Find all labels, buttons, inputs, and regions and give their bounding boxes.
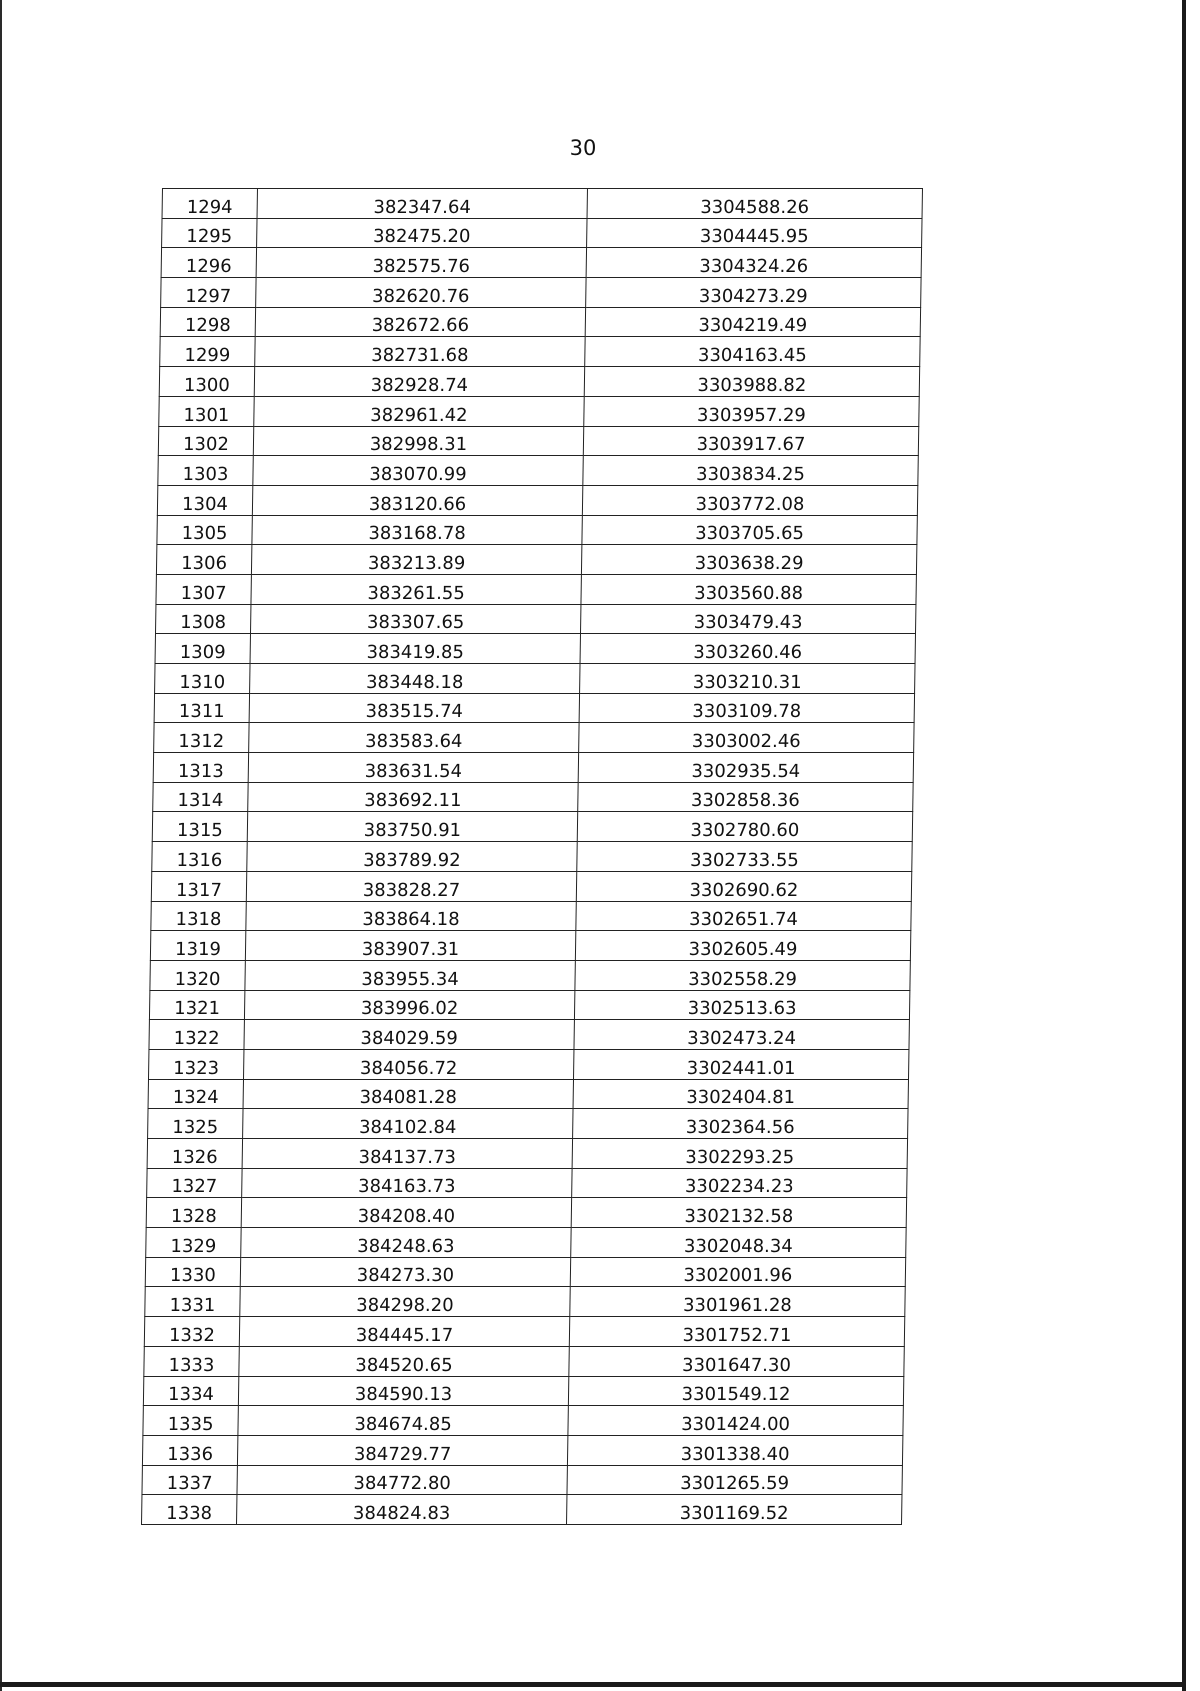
x-coordinate-cell: 384056.72 bbox=[244, 1049, 574, 1079]
y-coordinate-cell: 3303638.29 bbox=[581, 545, 916, 575]
point-cell: 1303 bbox=[158, 456, 253, 486]
point-cell: 1310 bbox=[155, 664, 250, 694]
point-cell: 1309 bbox=[155, 634, 250, 664]
table-row bbox=[143, 1406, 903, 1436]
scan-border-left bbox=[0, 0, 2, 1691]
table-row bbox=[159, 396, 919, 426]
point-cell: 1338 bbox=[142, 1495, 237, 1525]
point-cell: 1331 bbox=[145, 1287, 240, 1317]
table-row bbox=[142, 1495, 902, 1525]
x-coordinate-cell: 384029.59 bbox=[244, 1020, 574, 1050]
point-cell: 1296 bbox=[161, 248, 256, 278]
y-coordinate-cell: 3302690.62 bbox=[576, 871, 911, 901]
x-coordinate-cell: 383996.02 bbox=[244, 990, 574, 1020]
table-row bbox=[149, 990, 909, 1020]
table-row bbox=[161, 248, 921, 278]
point-cell: 1337 bbox=[142, 1465, 237, 1495]
y-coordinate-cell: 3301752.71 bbox=[569, 1317, 904, 1347]
table-row bbox=[145, 1287, 905, 1317]
y-coordinate-cell: 3302513.63 bbox=[574, 990, 909, 1020]
point-cell: 1323 bbox=[149, 1049, 244, 1079]
point-cell: 1297 bbox=[161, 278, 256, 308]
table-row bbox=[160, 337, 920, 367]
y-coordinate-cell: 3302048.34 bbox=[571, 1228, 906, 1258]
point-cell: 1307 bbox=[156, 574, 251, 604]
table-row bbox=[146, 1228, 906, 1258]
coordinate-table-body bbox=[142, 189, 923, 1525]
point-cell: 1299 bbox=[160, 337, 255, 367]
table-row bbox=[144, 1317, 904, 1347]
x-coordinate-cell: 383789.92 bbox=[247, 842, 577, 872]
x-coordinate-cell: 382961.42 bbox=[254, 396, 584, 426]
y-coordinate-cell: 3304273.29 bbox=[586, 278, 921, 308]
point-cell: 1315 bbox=[152, 812, 247, 842]
y-coordinate-cell: 3302733.55 bbox=[577, 842, 912, 872]
y-coordinate-cell: 3302441.01 bbox=[574, 1049, 909, 1079]
table-row bbox=[158, 426, 918, 456]
x-coordinate-cell: 383070.99 bbox=[253, 456, 583, 486]
point-cell: 1300 bbox=[159, 367, 254, 397]
point-cell: 1329 bbox=[146, 1228, 241, 1258]
x-coordinate-cell: 384772.80 bbox=[237, 1465, 567, 1495]
x-coordinate-cell: 383692.11 bbox=[248, 782, 578, 812]
x-coordinate-cell: 383583.64 bbox=[249, 723, 579, 753]
table-row bbox=[149, 1020, 909, 1050]
x-coordinate-cell: 384273.30 bbox=[240, 1257, 570, 1287]
y-coordinate-cell: 3303705.65 bbox=[582, 515, 917, 545]
table-row bbox=[148, 1109, 908, 1139]
point-cell: 1308 bbox=[155, 604, 250, 634]
y-coordinate-cell: 3301549.12 bbox=[568, 1376, 903, 1406]
x-coordinate-cell: 382672.66 bbox=[255, 307, 585, 337]
coordinate-table bbox=[141, 188, 923, 1525]
y-coordinate-cell: 3303260.46 bbox=[580, 634, 915, 664]
point-cell: 1335 bbox=[143, 1406, 238, 1436]
point-cell: 1302 bbox=[158, 426, 253, 456]
point-cell: 1317 bbox=[151, 871, 246, 901]
x-coordinate-cell: 383307.65 bbox=[250, 604, 580, 634]
x-coordinate-cell: 384590.13 bbox=[238, 1376, 568, 1406]
x-coordinate-cell: 382475.20 bbox=[257, 218, 587, 248]
table-row bbox=[144, 1346, 904, 1376]
point-cell: 1324 bbox=[148, 1079, 243, 1109]
table-row bbox=[158, 456, 918, 486]
point-cell: 1326 bbox=[147, 1139, 242, 1169]
table-row bbox=[148, 1079, 908, 1109]
table-row bbox=[151, 871, 911, 901]
table-row bbox=[149, 1049, 909, 1079]
point-cell: 1312 bbox=[154, 723, 249, 753]
point-cell: 1306 bbox=[156, 545, 251, 575]
table-row bbox=[147, 1168, 907, 1198]
table-row bbox=[147, 1139, 907, 1169]
table-row bbox=[146, 1198, 906, 1228]
table-row bbox=[161, 278, 921, 308]
y-coordinate-cell: 3304324.26 bbox=[586, 248, 921, 278]
x-coordinate-cell: 382998.31 bbox=[253, 426, 583, 456]
x-coordinate-cell: 382347.64 bbox=[257, 189, 587, 219]
table-row bbox=[160, 307, 920, 337]
point-cell: 1316 bbox=[152, 842, 247, 872]
x-coordinate-cell: 382620.76 bbox=[256, 278, 586, 308]
x-coordinate-cell: 384674.85 bbox=[238, 1406, 568, 1436]
y-coordinate-cell: 3301265.59 bbox=[567, 1465, 902, 1495]
y-coordinate-cell: 3303988.82 bbox=[584, 367, 919, 397]
y-coordinate-cell: 3304163.45 bbox=[585, 337, 920, 367]
x-coordinate-cell: 384163.73 bbox=[242, 1168, 572, 1198]
point-cell: 1327 bbox=[147, 1168, 242, 1198]
table-row bbox=[151, 901, 911, 931]
point-cell: 1304 bbox=[157, 485, 252, 515]
table-row bbox=[162, 218, 922, 248]
x-coordinate-cell: 383631.54 bbox=[248, 753, 578, 783]
x-coordinate-cell: 383120.66 bbox=[252, 485, 582, 515]
x-coordinate-cell: 382731.68 bbox=[255, 337, 585, 367]
scan-border-right bbox=[1182, 0, 1186, 1691]
table-row bbox=[152, 842, 912, 872]
x-coordinate-cell: 383261.55 bbox=[251, 574, 581, 604]
table-row bbox=[153, 753, 913, 783]
table-row bbox=[150, 931, 910, 961]
point-cell: 1319 bbox=[150, 931, 245, 961]
point-cell: 1318 bbox=[151, 901, 246, 931]
table-row bbox=[154, 693, 914, 723]
point-cell: 1325 bbox=[148, 1109, 243, 1139]
table-row bbox=[153, 782, 913, 812]
y-coordinate-cell: 3303479.43 bbox=[580, 604, 915, 634]
x-coordinate-cell: 383955.34 bbox=[245, 960, 575, 990]
x-coordinate-cell: 383515.74 bbox=[249, 693, 579, 723]
y-coordinate-cell: 3301647.30 bbox=[569, 1346, 904, 1376]
y-coordinate-cell: 3303917.67 bbox=[583, 426, 918, 456]
y-coordinate-cell: 3304445.95 bbox=[587, 218, 922, 248]
point-cell: 1330 bbox=[145, 1257, 240, 1287]
x-coordinate-cell: 384137.73 bbox=[242, 1139, 572, 1169]
x-coordinate-cell: 383907.31 bbox=[245, 931, 575, 961]
x-coordinate-cell: 382928.74 bbox=[254, 367, 584, 397]
point-cell: 1311 bbox=[154, 693, 249, 723]
point-cell: 1322 bbox=[149, 1020, 244, 1050]
x-coordinate-cell: 383750.91 bbox=[247, 812, 577, 842]
y-coordinate-cell: 3302858.36 bbox=[578, 782, 913, 812]
table-row bbox=[145, 1257, 905, 1287]
y-coordinate-cell: 3303109.78 bbox=[579, 693, 914, 723]
y-coordinate-cell: 3302293.25 bbox=[572, 1139, 907, 1169]
point-cell: 1334 bbox=[143, 1376, 238, 1406]
table-row bbox=[155, 664, 915, 694]
x-coordinate-cell: 383448.18 bbox=[250, 664, 580, 694]
point-cell: 1321 bbox=[149, 990, 244, 1020]
table-row bbox=[152, 812, 912, 842]
y-coordinate-cell: 3301169.52 bbox=[567, 1495, 902, 1525]
point-cell: 1294 bbox=[162, 189, 257, 219]
y-coordinate-cell: 3302651.74 bbox=[576, 901, 911, 931]
y-coordinate-cell: 3302404.81 bbox=[573, 1079, 908, 1109]
x-coordinate-cell: 383168.78 bbox=[252, 515, 582, 545]
point-cell: 1336 bbox=[142, 1435, 237, 1465]
y-coordinate-cell: 3303002.46 bbox=[579, 723, 914, 753]
table-row bbox=[150, 960, 910, 990]
point-cell: 1332 bbox=[144, 1317, 239, 1347]
y-coordinate-cell: 3302001.96 bbox=[570, 1257, 905, 1287]
page-number: 30 bbox=[569, 136, 597, 160]
table-row bbox=[157, 485, 917, 515]
point-cell: 1298 bbox=[160, 307, 255, 337]
y-coordinate-cell: 3301961.28 bbox=[570, 1287, 905, 1317]
y-coordinate-cell: 3303957.29 bbox=[584, 396, 919, 426]
x-coordinate-cell: 383828.27 bbox=[246, 871, 576, 901]
x-coordinate-cell: 382575.76 bbox=[256, 248, 586, 278]
x-coordinate-cell: 384248.63 bbox=[241, 1228, 571, 1258]
table-row bbox=[142, 1465, 902, 1495]
y-coordinate-cell: 3302780.60 bbox=[577, 812, 912, 842]
table-row bbox=[162, 189, 922, 219]
table-row bbox=[142, 1435, 902, 1465]
x-coordinate-cell: 384102.84 bbox=[243, 1109, 573, 1139]
x-coordinate-cell: 383213.89 bbox=[251, 545, 581, 575]
table-row bbox=[143, 1376, 903, 1406]
x-coordinate-cell: 383864.18 bbox=[246, 901, 576, 931]
point-cell: 1305 bbox=[157, 515, 252, 545]
table-row bbox=[156, 574, 916, 604]
point-cell: 1333 bbox=[144, 1346, 239, 1376]
y-coordinate-cell: 3302234.23 bbox=[572, 1168, 907, 1198]
x-coordinate-cell: 384520.65 bbox=[239, 1346, 569, 1376]
y-coordinate-cell: 3302558.29 bbox=[575, 960, 910, 990]
y-coordinate-cell: 3303210.31 bbox=[580, 664, 915, 694]
scan-border-bottom bbox=[0, 1682, 1186, 1687]
table-row bbox=[159, 367, 919, 397]
x-coordinate-cell: 383419.85 bbox=[250, 634, 580, 664]
point-cell: 1314 bbox=[153, 782, 248, 812]
y-coordinate-cell: 3303772.08 bbox=[582, 485, 917, 515]
y-coordinate-cell: 3302364.56 bbox=[573, 1109, 908, 1139]
y-coordinate-cell: 3302605.49 bbox=[575, 931, 910, 961]
y-coordinate-cell: 3304588.26 bbox=[587, 189, 922, 219]
x-coordinate-cell: 384081.28 bbox=[243, 1079, 573, 1109]
point-cell: 1313 bbox=[153, 753, 248, 783]
point-cell: 1301 bbox=[159, 396, 254, 426]
y-coordinate-cell: 3302132.58 bbox=[571, 1198, 906, 1228]
table-row bbox=[156, 545, 916, 575]
y-coordinate-cell: 3301424.00 bbox=[568, 1406, 903, 1436]
table-row bbox=[155, 604, 915, 634]
y-coordinate-cell: 3302935.54 bbox=[578, 753, 913, 783]
y-coordinate-cell: 3301338.40 bbox=[567, 1435, 902, 1465]
x-coordinate-cell: 384824.83 bbox=[237, 1495, 567, 1525]
y-coordinate-cell: 3302473.24 bbox=[574, 1020, 909, 1050]
y-coordinate-cell: 3303560.88 bbox=[581, 574, 916, 604]
table-row bbox=[155, 634, 915, 664]
y-coordinate-cell: 3303834.25 bbox=[583, 456, 918, 486]
x-coordinate-cell: 384445.17 bbox=[239, 1317, 569, 1347]
point-cell: 1295 bbox=[162, 218, 257, 248]
x-coordinate-cell: 384729.77 bbox=[237, 1435, 567, 1465]
x-coordinate-cell: 384208.40 bbox=[241, 1198, 571, 1228]
point-cell: 1320 bbox=[150, 960, 245, 990]
x-coordinate-cell: 384298.20 bbox=[240, 1287, 570, 1317]
point-cell: 1328 bbox=[146, 1198, 241, 1228]
y-coordinate-cell: 3304219.49 bbox=[585, 307, 920, 337]
table-row bbox=[157, 515, 917, 545]
table-row bbox=[154, 723, 914, 753]
